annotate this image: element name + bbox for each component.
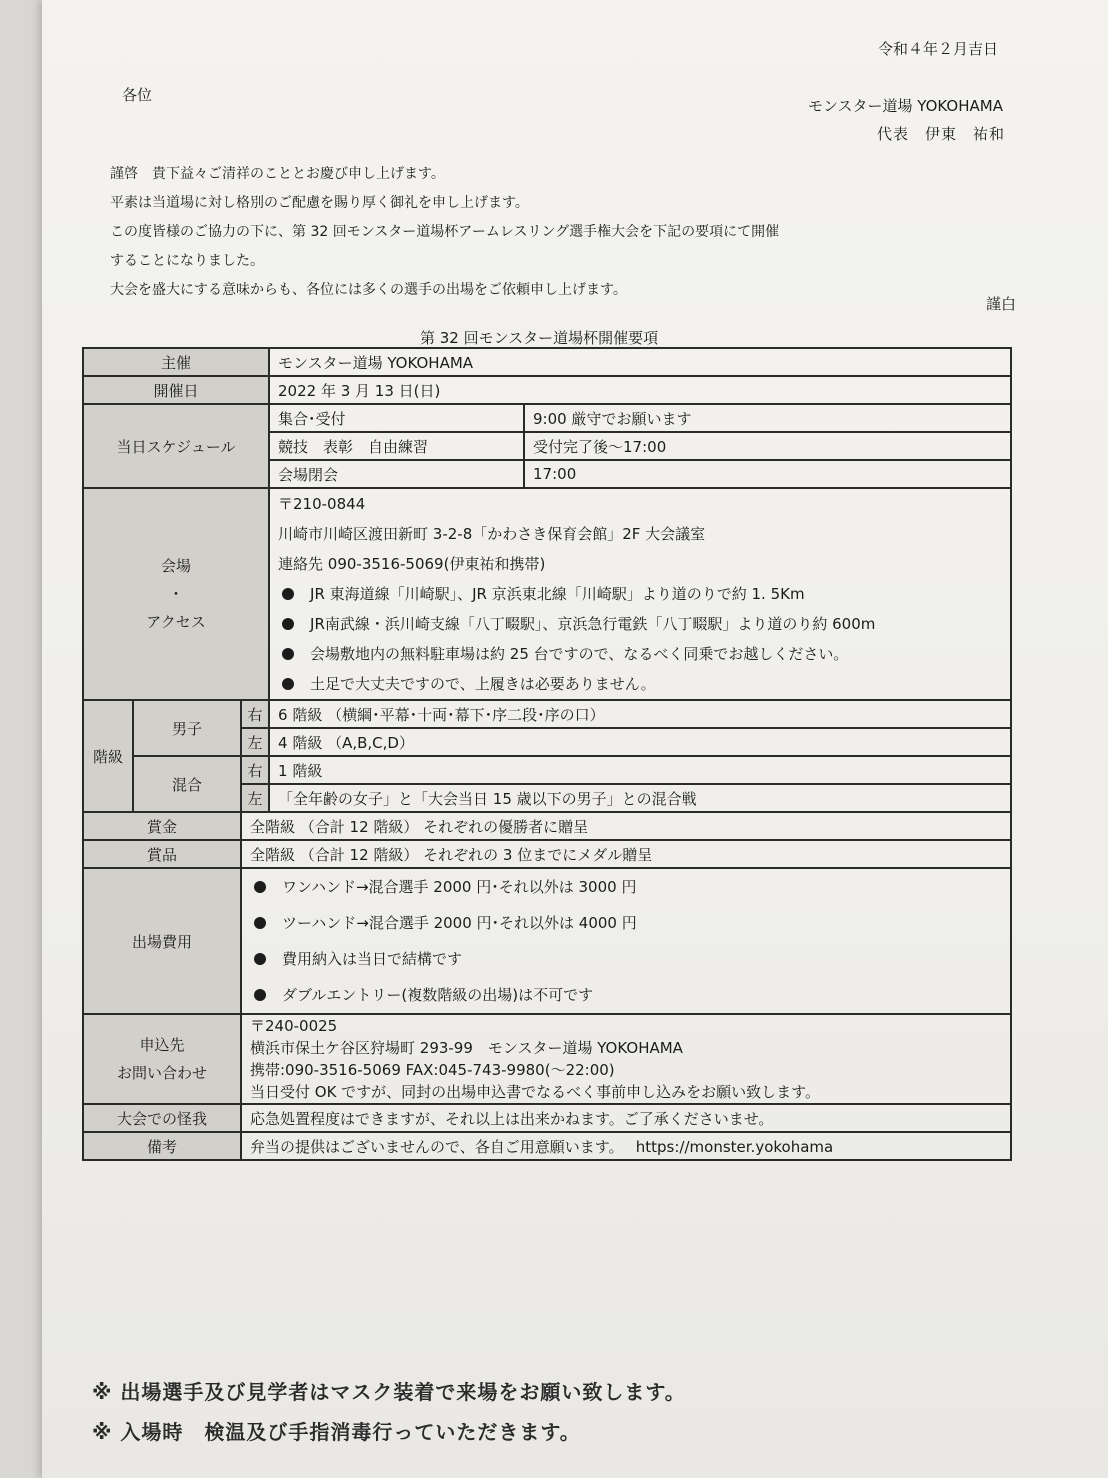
contact-line: 〒240-0025 [250, 1017, 338, 1035]
venue-line: 連絡先 090-3516-5069(伊東祐和携帯) [278, 555, 546, 573]
male-label: 男子 [133, 700, 241, 756]
male-left-classes: 4 階級 （A,B,C,D） [269, 728, 1011, 756]
intro-line: 平素は当道場に対し格別のご配慮を賜り厚く御礼を申し上げます。 [110, 195, 529, 211]
issue-date: 令和４年２月吉日 [877, 40, 998, 58]
contact-label-line: お問い合わせ [116, 1064, 207, 1082]
prize-value: 全階級 （合計 12 階級） それぞれの 3 位までにメダル贈呈 [241, 840, 1011, 868]
table-title: 第 32 回モンスター道場杯開催要項 [420, 329, 659, 347]
event-date-label: 開催日 [83, 376, 269, 404]
schedule-time: 受付完了後～17:00 [524, 432, 1011, 460]
schedule-item: 競技 表彰 自由練習 [269, 432, 524, 460]
bullet-icon [282, 648, 294, 660]
access-bullet-item: JR南武線・浜川崎支線「八丁畷駅」、京浜急行電鉄「八丁畷駅」より道のり約 600m [278, 609, 1002, 639]
fee-cell [241, 868, 1011, 1014]
representative-name: 代表 伊東 祐和 [876, 125, 1005, 143]
left-arm-label: 左 [241, 728, 269, 756]
prize-money-label: 賞金 [83, 812, 241, 840]
table-row [83, 812, 1011, 840]
bullet-icon [254, 917, 266, 929]
male-right-classes: 6 階級 （横綱･平幕･十両･幕下･序二段･序の口） [269, 700, 1011, 728]
schedule-item: 集合･受付 [269, 404, 524, 432]
prize-money-value: 全階級 （合計 12 階級） それぞれの優勝者に贈呈 [241, 812, 1011, 840]
fee-bullet-item: ダブルエントリー(複数階級の出場)は不可です [250, 977, 1002, 1013]
intro-line: 大会を盛大にする意味からも、各位には多くの選手の出場をご依頼申し上げます。 [110, 282, 627, 298]
notes-value: 弁当の提供はございませんので、各自ご用意願います。 https://monster.yokohama [241, 1132, 1011, 1160]
table-row [83, 348, 1011, 376]
bullet-icon [254, 989, 266, 1001]
table-row [83, 700, 1011, 728]
contact-line: 当日受付 OK ですが、同封の出場申込書でなるべく事前申し込みをお願い致します。 [250, 1083, 820, 1101]
footer-note-mask: ※ 出場選手及び見学者はマスク装着で来場をお願い致します。 [92, 1380, 686, 1404]
access-bullet-item: 会場敷地内の無料駐車場は約 25 台ですので、なるべく同乗でお越しください。 [278, 639, 1002, 669]
access-bullet-item: 土足で大丈夫ですので、上履きは必要ありません。 [278, 669, 1002, 699]
mixed-left-classes: 「全年齢の女子」と「大会当日 15 歳以下の男子」との混合戦 [269, 784, 1011, 812]
notes-label: 備考 [83, 1132, 241, 1160]
schedule-time: 9:00 厳守でお願います [524, 404, 1011, 432]
intro-line: 謹啓 貴下益々ご清祥のこととお慶び申し上げます。 [110, 166, 445, 182]
right-arm-label: 右 [241, 700, 269, 728]
right-arm-label: 右 [241, 756, 269, 784]
fee-bullet-item: ワンハンド→混合選手 2000 円･それ以外は 3000 円 [250, 869, 1002, 905]
table-row [83, 1104, 1011, 1132]
venue-label-line: アクセス [146, 613, 206, 631]
bullet-icon [282, 588, 294, 600]
class-label: 階級 [83, 700, 133, 812]
table-row [83, 376, 1011, 404]
table-row [83, 1132, 1011, 1160]
intro-paragraph [110, 160, 990, 305]
injury-value: 応急処置程度はできますが、それ以上は出来かねます。ご了承くださいませ。 [241, 1104, 1011, 1132]
intro-line: この度皆様のご協力の下に、第 32 回モンスター道場杯アームレスリング選手権大会を下記の要項にて開催 [110, 224, 780, 240]
table-row [83, 868, 1011, 1014]
venue-line: 川崎市川崎区渡田新町 3-2-8「かわさき保育会館」2F 大会議室 [278, 525, 706, 543]
addressee: 各位 [122, 86, 153, 104]
intro-line: することになりました。 [110, 253, 264, 269]
fee-bullet-item: ツーハンド→混合選手 2000 円･それ以外は 4000 円 [250, 905, 1002, 941]
organizer-value: モンスター道場 YOKOHAMA [269, 348, 1011, 376]
venue-label [83, 488, 269, 700]
bullet-icon [282, 618, 294, 630]
table-row [83, 488, 1011, 700]
bullet-icon [282, 678, 294, 690]
contact-label-line: 申込先 [139, 1036, 185, 1054]
fee-bullet-item: 費用納入は当日で結構です [250, 941, 1002, 977]
event-details-table [82, 347, 1012, 1161]
organization-name: モンスター道場 YOKOHAMA [807, 97, 1003, 115]
bullet-icon [254, 953, 266, 965]
prize-label: 賞品 [83, 840, 241, 868]
table-row [83, 404, 1011, 432]
table-row [83, 840, 1011, 868]
schedule-time: 17:00 [524, 460, 1011, 488]
mixed-right-classes: 1 階級 [269, 756, 1011, 784]
venue-label-line: ・ [168, 585, 184, 603]
closing-word: 謹白 [985, 295, 1016, 313]
fee-label: 出場費用 [83, 868, 241, 1014]
event-date-value: 2022 年 3 月 13 日(日) [269, 376, 1011, 404]
injury-label: 大会での怪我 [83, 1104, 241, 1132]
venue-access-cell [269, 488, 1011, 700]
left-arm-label: 左 [241, 784, 269, 812]
organizer-label: 主催 [83, 348, 269, 376]
venue-label-line: 会場 [161, 557, 192, 575]
contact-cell [241, 1014, 1011, 1104]
table-row [83, 756, 1011, 784]
table-row [83, 1014, 1011, 1104]
mixed-label: 混合 [133, 756, 241, 812]
document-paper [42, 0, 1108, 1478]
contact-line: 横浜市保土ケ谷区狩場町 293-99 モンスター道場 YOKOHAMA [250, 1039, 683, 1057]
footer-note-temperature: ※ 入場時 検温及び手指消毒行っていただきます。 [92, 1420, 581, 1444]
schedule-item: 会場閉会 [269, 460, 524, 488]
access-bullet-item: JR 東海道線「川崎駅」、JR 京浜東北線「川崎駅」より道のりで約 1. 5Km [278, 579, 1002, 609]
bullet-icon [254, 881, 266, 893]
contact-label [83, 1014, 241, 1104]
venue-line: 〒210-0844 [278, 495, 366, 513]
schedule-label: 当日スケジュール [83, 404, 269, 488]
contact-line: 携帯:090-3516-5069 FAX:045-743-9980(～22:00) [250, 1061, 615, 1079]
